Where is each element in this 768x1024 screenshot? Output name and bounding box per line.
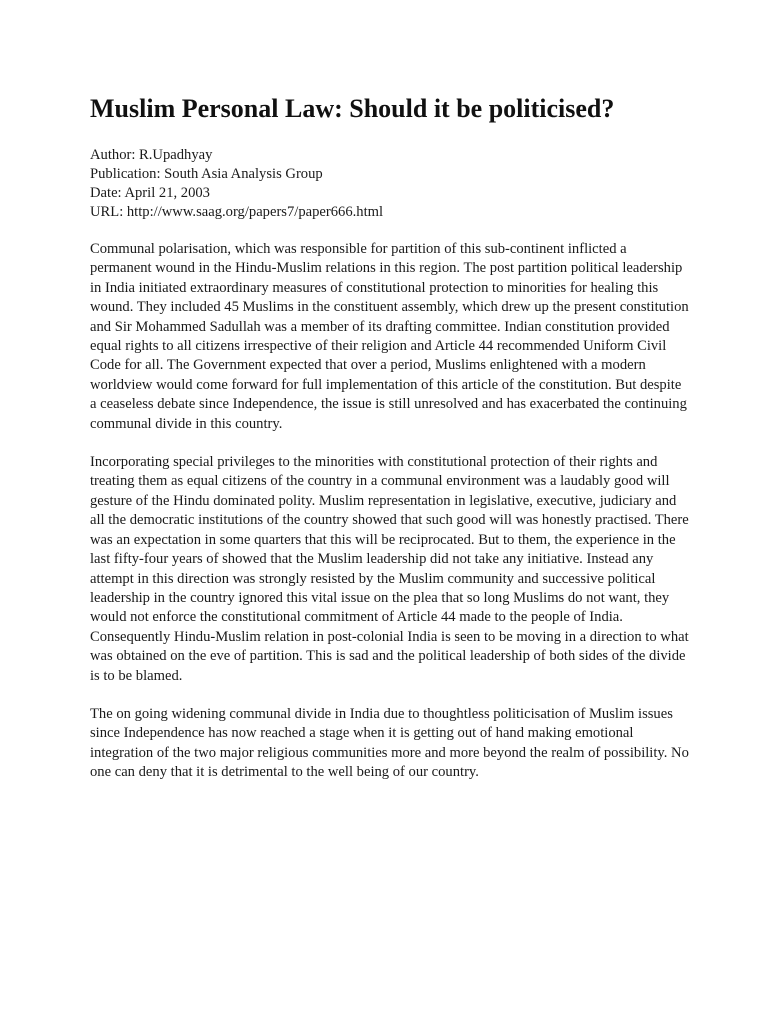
url-line: URL: http://www.saag.org/papers7/paper666.html [90, 204, 384, 220]
date-line: Date: April 21, 2003 [90, 185, 210, 201]
body-paragraph-3: The on going widening communal divide in India due to thoughtless politicisation of Muslim issues since Independence has now reached a stage when it is getting out of hand making emotional integration of the two major religious communities more and more beyond the realm of possibility. No one can deny that it is detrimental to the well being of our country. [90, 705, 689, 781]
article-metadata [90, 146, 690, 222]
publication-line: Publication: South Asia Analysis Group [90, 166, 323, 182]
author-line: Author: R.Upadhyay [90, 147, 213, 163]
article-title: Muslim Personal Law: Should it be politicised? [90, 94, 615, 123]
body-paragraph-1: Communal polarisation, which was responsible for partition of this sub-continent inflicted a permanent wound in the Hindu-Muslim relations in this region. The post partition political leadership in India initiated extraordinary measures of constitutional protection to minorities for healing this wound. They included 45 Muslims in the constituent assembly, which drew up the present constitution and Sir Mohammed Sadullah was a member of its drafting committee. Indian constitution provided equal rights to all citizens irrespective of their religion and Article 44 recommended Uniform Civil Code for all. The Government expected that over a period, Muslims enlightened with a modern worldview would come forward for full implementation of this article of the constitution. But despite a ceaseless debate since Independence, the issue is still unresolved and has exacerbated the continuing communal divide in this country. [90, 241, 689, 432]
body-paragraph-2: Incorporating special privileges to the minorities with constitutional protection of their rights and treating them as equal citizens of the country in a communal environment was a laudably good will gesture of the Hindu dominated polity. Muslim representation in legislative, executive, judiciary and all the democratic institutions of the country showed that such good will was honestly practised. There was an expectation in some quarters that this will be reciprocated. But to them, the experience in the last fifty-four years of showed that the Muslim leadership did not take any initiative. Instead any attempt in this direction was strongly resisted by the Muslim community and successive political leadership in the country ignored this vital issue on the plea that so long Muslims do not want, they would not enforce the constitutional commitment of Article 44 made to the people of India. Consequently Hindu-Muslim relation in post-colonial India is seen to be moving in a direction to what was obtained on the eve of partition. This is sad and the political leadership of both sides of the divide is to be blamed. [90, 454, 689, 684]
document-page [90, 92, 690, 802]
